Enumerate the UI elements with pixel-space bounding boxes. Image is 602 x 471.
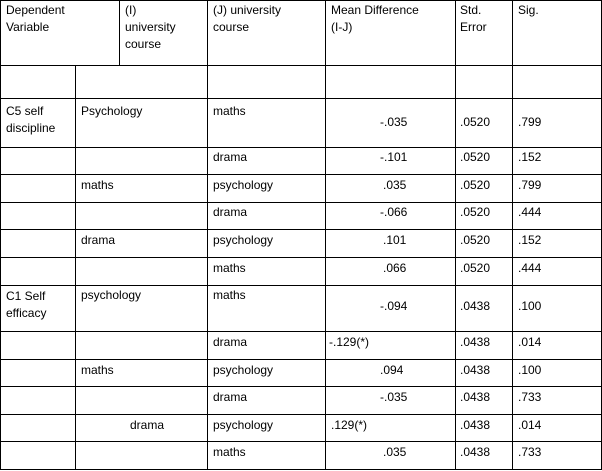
- j-course-cell: drama: [213, 390, 248, 404]
- mean-diff-cell: -.094: [380, 299, 408, 313]
- header-sig: [518, 2, 539, 19]
- header-text: university: [125, 20, 176, 34]
- std-error-cell: .0520: [460, 233, 491, 247]
- std-error-cell: .0438: [460, 445, 491, 459]
- header-text: Error: [460, 20, 487, 34]
- std-error-cell: .0438: [460, 363, 491, 377]
- sig-cell: .100: [518, 299, 542, 313]
- grid-line: [75, 65, 76, 470]
- group-label-c1: [6, 288, 46, 322]
- j-course-cell: maths: [213, 261, 246, 275]
- sig-cell: .733: [518, 445, 542, 459]
- i-course-cell: drama: [81, 233, 116, 247]
- i-course-cell: drama: [130, 418, 165, 432]
- i-course-cell: maths: [81, 178, 114, 192]
- j-course-cell: psychology: [213, 363, 274, 377]
- group-label-c5: [6, 103, 55, 137]
- grid-line: [512, 0, 513, 470]
- group-text: C1 Self: [6, 289, 46, 303]
- sig-cell: .444: [518, 261, 542, 275]
- header-j-course: [213, 2, 281, 36]
- std-error-cell: .0520: [460, 178, 491, 192]
- std-error-cell: .0438: [460, 390, 491, 404]
- j-course-cell: psychology: [213, 418, 274, 432]
- header-text: Sig.: [518, 3, 539, 17]
- group-text: discipline: [6, 121, 56, 135]
- header-text: (I): [125, 3, 137, 17]
- mean-diff-cell: -.129(*): [329, 335, 370, 349]
- j-course-cell: maths: [213, 445, 246, 459]
- header-text: course: [213, 20, 250, 34]
- header-text: Dependent: [6, 3, 65, 17]
- std-error-cell: .0438: [460, 299, 491, 313]
- header-std-error: [460, 2, 487, 36]
- sig-cell: .733: [518, 390, 542, 404]
- grid-line: [325, 0, 326, 470]
- mean-diff-cell: -.066: [380, 205, 408, 219]
- header-text: Variable: [6, 20, 50, 34]
- sig-cell: .799: [518, 115, 542, 129]
- std-error-cell: .0438: [460, 418, 491, 432]
- sig-cell: .014: [518, 335, 542, 349]
- mean-diff-cell: -.101: [380, 150, 408, 164]
- j-course-cell: drama: [213, 150, 248, 164]
- header-text: Std.: [460, 3, 482, 17]
- header-dependent-variable: [6, 2, 65, 36]
- header-i-course: [125, 2, 176, 53]
- std-error-cell: .0520: [460, 150, 491, 164]
- j-course-cell: maths: [213, 104, 246, 118]
- header-text: Mean Difference: [331, 3, 419, 17]
- sig-cell: .014: [518, 418, 542, 432]
- group-text: C5 self: [6, 104, 44, 118]
- group-text: efficacy: [6, 306, 47, 320]
- mean-diff-cell: .129(*): [331, 418, 368, 432]
- grid-line: [207, 0, 208, 470]
- j-course-cell: psychology: [213, 233, 274, 247]
- mean-diff-cell: .094: [380, 363, 404, 377]
- grid-line: [455, 0, 456, 470]
- mean-diff-cell: .035: [383, 178, 407, 192]
- grid-line: [119, 0, 120, 66]
- std-error-cell: .0438: [460, 335, 491, 349]
- std-error-cell: .0520: [460, 261, 491, 275]
- j-course-cell: psychology: [213, 178, 274, 192]
- j-course-cell: maths: [213, 288, 246, 302]
- sig-cell: .152: [518, 150, 542, 164]
- mean-diff-cell: .035: [383, 445, 407, 459]
- j-course-cell: drama: [213, 205, 248, 219]
- sig-cell: .100: [518, 363, 542, 377]
- mean-diff-cell: .066: [383, 261, 407, 275]
- i-course-cell: Psychology: [81, 104, 143, 118]
- std-error-cell: .0520: [460, 205, 491, 219]
- sig-cell: .444: [518, 205, 542, 219]
- header-text: (I-J): [331, 20, 353, 34]
- mean-diff-cell: -.035: [380, 390, 408, 404]
- header-text: course: [125, 37, 162, 51]
- mean-diff-cell: .101: [383, 233, 407, 247]
- grid-line: [0, 0, 1, 470]
- i-course-cell: maths: [81, 363, 114, 377]
- j-course-cell: drama: [213, 335, 248, 349]
- sig-cell: .152: [518, 233, 542, 247]
- i-course-cell: psychology: [81, 288, 142, 302]
- mean-diff-cell: -.035: [380, 115, 408, 129]
- std-error-cell: .0520: [460, 115, 491, 129]
- header-mean-difference: [331, 2, 419, 36]
- sig-cell: .799: [518, 178, 542, 192]
- header-text: (J) university: [213, 3, 282, 17]
